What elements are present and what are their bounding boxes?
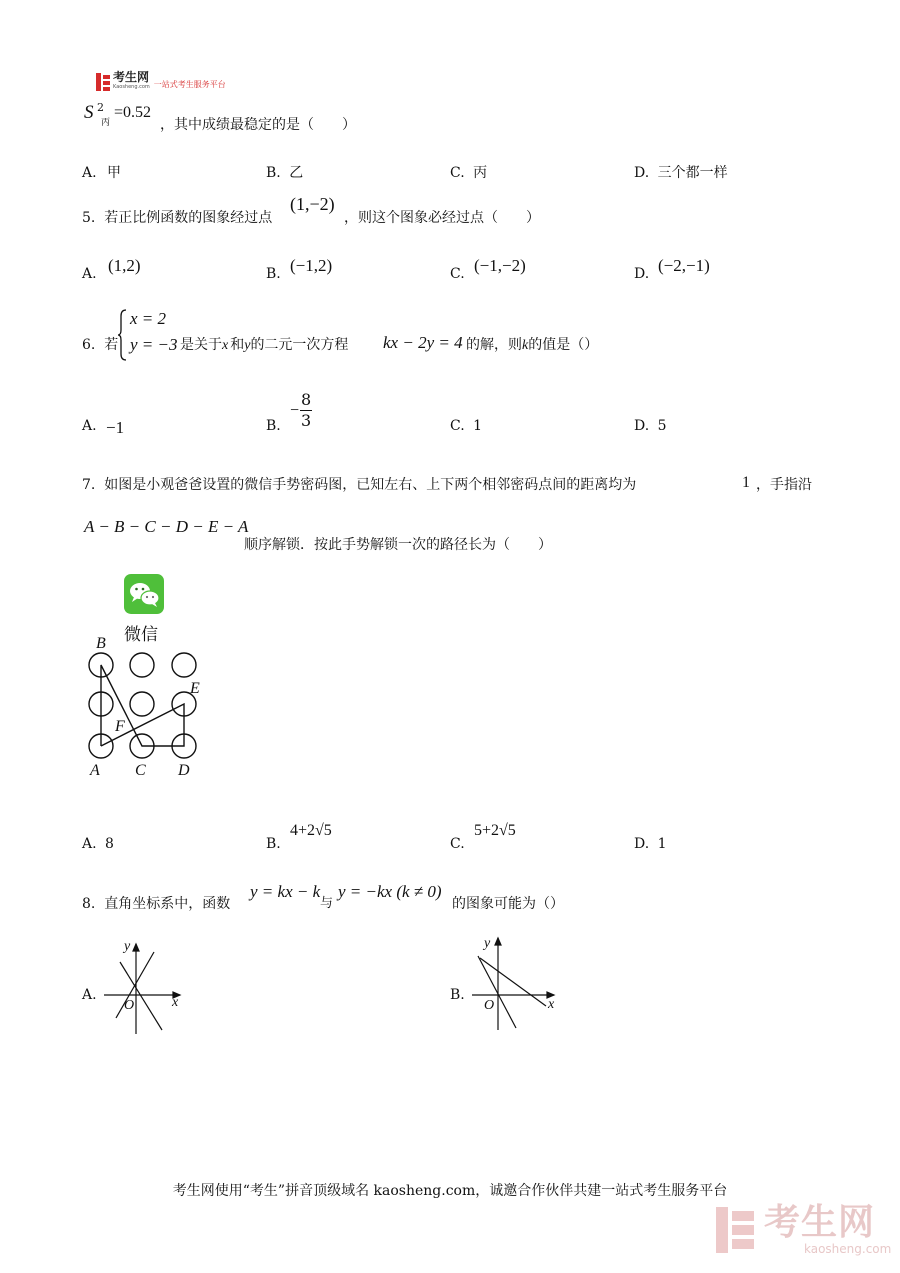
- q6-equation: kx − 2y = 4: [383, 333, 463, 352]
- logo-name: 考生网: [113, 70, 150, 84]
- graph-b-origin-label: O: [484, 998, 495, 1013]
- q5-option-d-value: (−2,−1): [658, 256, 710, 275]
- label-F: F: [115, 718, 125, 735]
- q5-number: 5.: [82, 210, 96, 226]
- q4-variance-expression: [84, 101, 152, 128]
- q6-question-text: 是关于x 和y的二元一次方程: [180, 337, 349, 353]
- dot-center: [130, 692, 154, 716]
- q5-question: 5. 若正比例函数的图象经过点: [82, 210, 273, 226]
- q4-option-a[interactable]: A. 甲: [82, 165, 122, 181]
- q5-option-c[interactable]: C.: [450, 266, 465, 282]
- q8-question-end: 的图象可能为（）: [452, 896, 564, 912]
- q6-option-d[interactable]: D. 5: [634, 418, 667, 434]
- page-footer: 考生网使用“考生”拼音顶级域名 kaosheng.com，诚邀合作伙伴共建一站式考生服务平台: [172, 1183, 728, 1199]
- q7-option-b-value: 4+2√5: [290, 822, 332, 839]
- q4-question-text: ，其中成绩最稳定的是（ ）: [160, 117, 356, 133]
- graph-a-origin-label: O: [124, 998, 135, 1013]
- logo-icon: [96, 73, 110, 91]
- q6-option-a-value: −1: [106, 418, 125, 437]
- gesture-lock-diagram: [80, 630, 210, 790]
- q8-question: 8. 直角坐标系中，函数: [82, 896, 231, 912]
- q6-option-b[interactable]: B.: [266, 418, 281, 434]
- graph-a-x-label: x: [172, 995, 179, 1010]
- label-B: B: [96, 635, 106, 652]
- watermark-icon: [716, 1207, 756, 1253]
- q7-option-b[interactable]: B.: [266, 836, 281, 852]
- wechat-label: 微信: [124, 625, 158, 645]
- label-A: A: [90, 762, 100, 779]
- q8-graph-b: [466, 930, 566, 1034]
- q7-option-c-value: 5+2√5: [474, 822, 516, 839]
- q6-system-line1: x = 2: [130, 309, 167, 328]
- q6-option-a[interactable]: A.: [82, 418, 97, 434]
- variance-sub: 丙: [101, 118, 111, 128]
- variance-value: =0.52: [114, 104, 152, 121]
- q4-option-d[interactable]: D. 三个都一样: [634, 165, 728, 181]
- logo-slogan: 一站式考生服务平台: [153, 79, 226, 89]
- q7-line1-end: ，手指沿: [756, 477, 812, 493]
- q8-option-a[interactable]: A.: [82, 987, 97, 1003]
- q6-question-end: 的解，则k的值是（）: [466, 337, 599, 353]
- graph-b-y-label: y: [484, 936, 491, 951]
- q7-option-c[interactable]: C.: [450, 836, 465, 852]
- q7-question-line1: 7. 如图是小观爸爸设置的微信手势密码图，已知左右、上下两个相邻密码点间的距离均为: [82, 477, 637, 493]
- q5-option-c-value: (−1,−2): [474, 256, 526, 275]
- q5-option-a-value: (1,2): [108, 256, 141, 275]
- dot-top-right: [172, 653, 196, 677]
- q8-equation-2: y = −kx (k ≠ 0): [338, 882, 442, 901]
- q4-option-b[interactable]: B. 乙: [266, 165, 304, 181]
- q6-system-line2: y = −3: [130, 335, 178, 354]
- q6-brace: [118, 308, 128, 362]
- q5-question-end: ，则这个图象必经过点（ ）: [344, 210, 540, 226]
- q8-equation-1: y = kx − k: [250, 882, 321, 901]
- q8-option-b[interactable]: B.: [450, 987, 465, 1003]
- dot-top-middle: [130, 653, 154, 677]
- q5-option-d[interactable]: D.: [634, 266, 650, 282]
- q8-and: 与: [320, 896, 334, 911]
- q7-option-d[interactable]: D. 1: [634, 836, 667, 852]
- label-C: C: [135, 762, 146, 779]
- wechat-icon: [124, 574, 164, 614]
- q6-number: 6. 若: [82, 337, 119, 353]
- label-E: E: [190, 680, 200, 697]
- graph-a-y-label: y: [124, 939, 131, 954]
- q5-point: (1,−2): [290, 194, 335, 214]
- q7-path: A − B − C − D − E − A: [84, 517, 249, 536]
- q8-graph-a: [100, 936, 190, 1036]
- variance-symbol: S: [84, 102, 94, 123]
- line-1: [478, 956, 516, 1028]
- graph-b-x-label: x: [548, 997, 555, 1012]
- q7-distance: 1: [742, 474, 750, 491]
- q7-option-a[interactable]: A. 8: [82, 836, 114, 852]
- fraction: $\frac{8}{3}$: [300, 390, 312, 430]
- label-D: D: [178, 762, 190, 779]
- variance-sup: 2: [97, 101, 104, 114]
- header-logo: [96, 72, 226, 92]
- q5-option-b-value: (−1,2): [290, 256, 333, 275]
- line-1: [120, 962, 162, 1030]
- q4-option-c[interactable]: C. 丙: [450, 165, 488, 181]
- logo-domain: Kaosheng.com: [113, 84, 150, 90]
- q6-option-c[interactable]: C. 1: [450, 418, 483, 434]
- watermark-name: 考生网: [764, 1202, 876, 1243]
- q5-option-b[interactable]: B.: [266, 266, 281, 282]
- q5-option-a[interactable]: A.: [82, 266, 97, 282]
- watermark-logo: [716, 1204, 891, 1256]
- watermark-domain: kaosheng.com: [804, 1242, 892, 1256]
- q6-option-b-value: − $\frac{8}{3}$: [290, 390, 312, 430]
- q7-question-line2: 顺序解锁．按此手势解锁一次的路径长为（ ）: [244, 537, 552, 553]
